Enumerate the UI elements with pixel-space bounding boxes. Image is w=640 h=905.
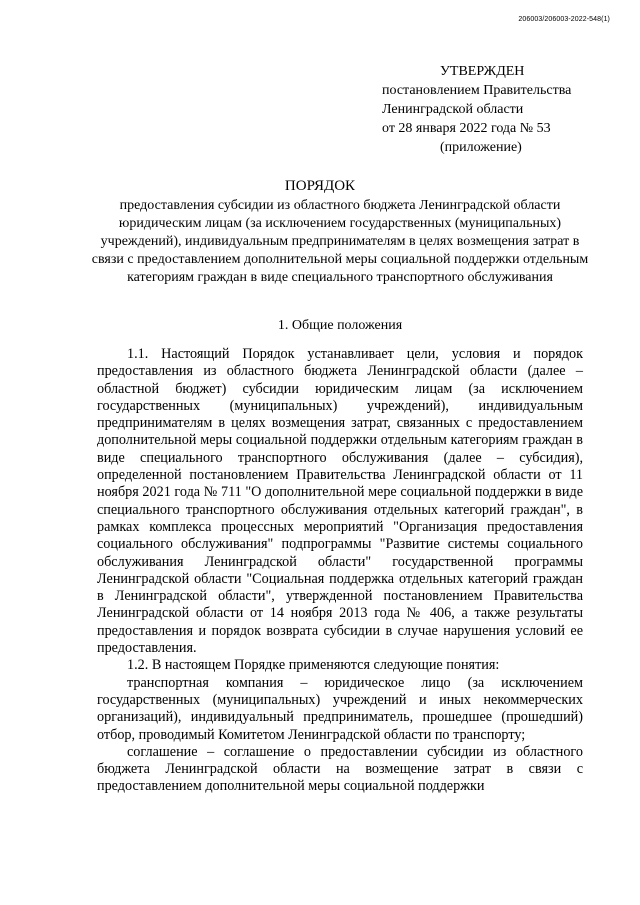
paragraph: 1.1. Настоящий Порядок устанавливает цели, условия и порядок предоставления из областного бюджета Ленинградской области (далее – областной бюджет) субсидии юридическим лицам (за исключением государственных (муниципальных) учреждений), индивидуальным предпринимателям в целях возмещения затрат, связанных с предоставлением дополнительной меры социальной поддержки отдельным категориям граждан в виде специального транспортного обслуживания (далее – субсидия), определенной постановлением Правительства Ленинградской области от 11 ноября 2021 года № 711 "О дополнительной мере социальной поддержки в виде специального транспортного обслуживания отдельных категорий граждан", в рамках комплекса процессных мероприятий "Организация предоставления социального обслуживания" подпрограммы "Развитие системы социального обслуживания Ленинградской области" государственной программы Ленинградской области "Социальная поддержка отдельных категорий граждан в Ленинградской области", утвержденной постановлением Правительства Ленинградской области от 14 ноября 2013 года № 406, а также результаты предоставления и порядок возврата субсидии в случае нарушения условий ее предоставления. [97,346,583,657]
document-title: ПОРЯДОК [284,178,356,194]
document-body [97,346,583,796]
document-subtitle: предоставления субсидии из областного бюджета Ленинградской области юридическим лицам (за исключением государственных (муниципальных) учреждений), индивидуальным предпринимателям в целях возмещения затрат в связи с предоставлением дополнительной меры социальной поддержки отдельным категориям граждан в виде специального транспортного обслуживания [91,198,589,285]
paragraph: соглашение – соглашение о предоставлении субсидии из областного бюджета Ленинградской области на возмещение затрат в связи с предоставлением дополнительной меры социальной поддержки [97,743,583,795]
document-registration-number: 206003/206003-2022-548(1) [518,16,610,23]
section-heading: 1. Общие положения [277,318,403,333]
approval-line-1: постановлением Правительства [382,83,572,98]
approval-line-4: (приложение) [440,140,522,155]
paragraph: 1.2. В настоящем Порядке применяются следующие понятия: [127,657,500,674]
approval-line-2: Ленинградской области [382,102,524,117]
approval-line-3: от 28 января 2022 года № 53 [382,121,551,136]
approval-heading: УТВЕРЖДЕН [440,64,525,79]
paragraph: транспортная компания – юридическое лицо (за исключением государственных (муниципальных) учреждений и иных некоммерческих организаций), индивидуальный предприниматель, прошедшее (прошедший) отбор, проводимый Комитетом Ленинградской области по транспорту; [97,674,583,743]
